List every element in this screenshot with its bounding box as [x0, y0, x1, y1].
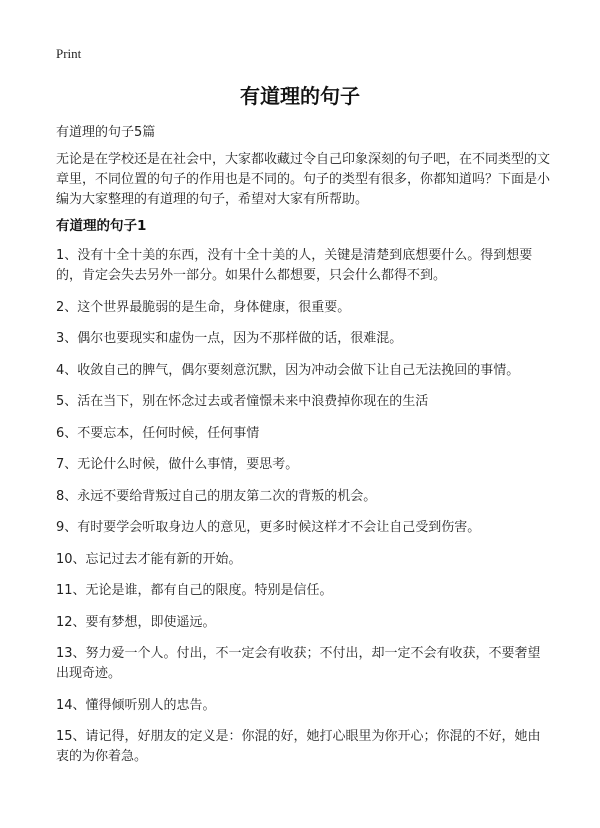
- intro-paragraph: 无论是在学校还是在社会中，大家都收藏过令自己印象深刻的句子吧，在不同类型的文章里，不同位置的句子的作用也是不同的。句子的类型有很多，你都知道吗？下面是小编为大家整理的有道理的句子，希望对大家有所帮助。: [56, 152, 551, 207]
- quote-item: 5、活在当下，别在怀念过去或者憧憬未来中浪费掉你现在的生活: [56, 394, 429, 409]
- quote-item: 2、这个世界最脆弱的是生命，身体健康，很重要。: [56, 299, 351, 315]
- quote-item: 14、懂得倾听别人的忠告。: [56, 697, 216, 713]
- quote-item: 8、永远不要给背叛过自己的朋友第二次的背叛的机会。: [56, 488, 377, 504]
- section-heading: 有道理的句子1: [56, 218, 147, 234]
- quote-item: 15、请记得，好朋友的定义是：你混的好，她打心眼里为你开心；你混的不好，她由衷的为你着急。: [56, 729, 541, 764]
- quote-item: 4、收敛自己的脾气，偶尔要刻意沉默，因为冲动会做下让自己无法挽回的事情。: [56, 362, 520, 378]
- page-title: 有道理的句子: [240, 84, 360, 108]
- quote-item: 7、无论什么时候，做什么事情，要思考。: [56, 457, 299, 472]
- print-link[interactable]: Print: [56, 46, 82, 61]
- quote-item: 10、忘记过去才能有新的开始。: [56, 551, 242, 567]
- quote-list: [56, 246, 552, 779]
- quote-item: 3、偶尔也要现实和虚伪一点，因为不那样做的话，很难混。: [56, 331, 403, 346]
- quote-item: 13、努力爱一个人。付出，不一定会有收获；不付出，却一定不会有收获，不要奢望出现奇迹。: [56, 646, 541, 681]
- quote-item: 6、不要忘本，任何时候，任何事情: [56, 425, 260, 441]
- quote-item: 1、没有十全十美的东西，没有十全十美的人，关键是清楚到底想要什么。得到想要的，肯定会失去另外一部分。如果什么都想要，只会什么都得不到。: [56, 248, 533, 283]
- quote-item: 9、有时要学会听取身边人的意见，更多时候这样才不会让自己受到伤害。: [56, 520, 481, 535]
- quote-item: 12、要有梦想，即使遥远。: [56, 614, 216, 630]
- quote-item: 11、无论是谁，都有自己的限度。特别是信任。: [56, 583, 333, 598]
- document-subtitle: 有道理的句子5篇: [56, 125, 156, 140]
